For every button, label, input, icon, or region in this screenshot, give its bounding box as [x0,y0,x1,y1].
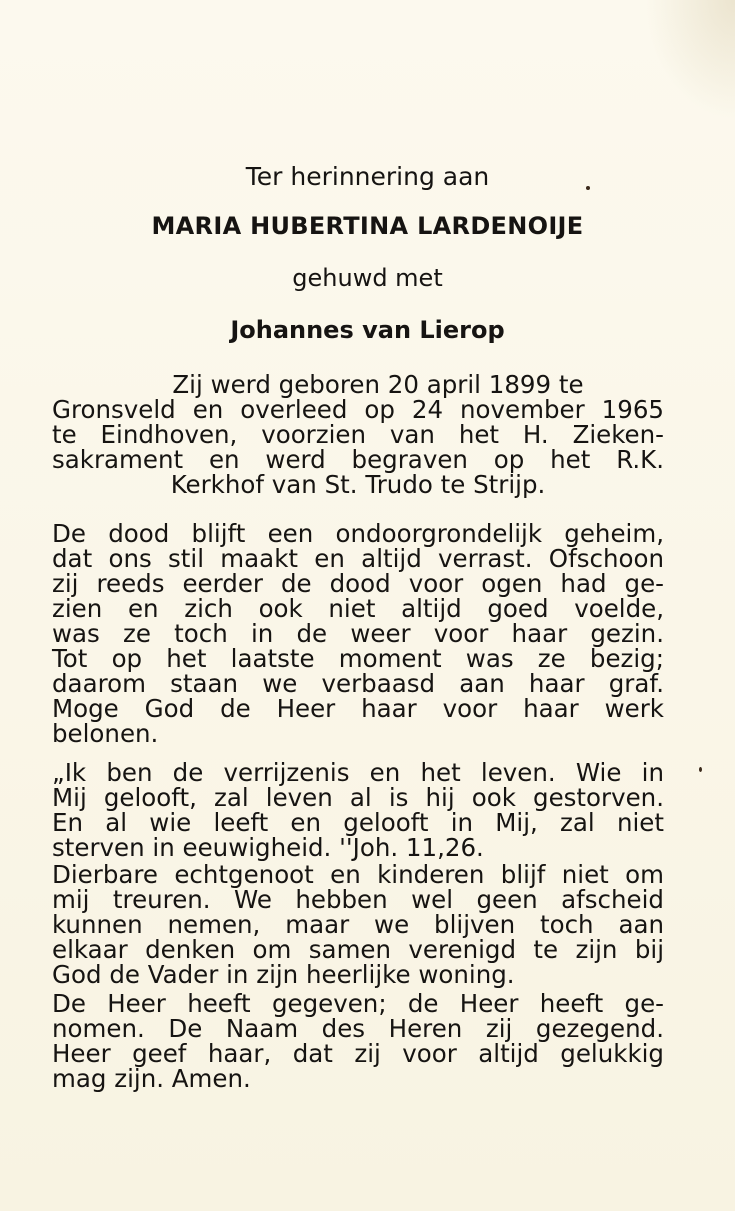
prayer-paragraph [52,991,664,1091]
text-line: Kerkhof van St. Trudo te Strijp. [170,470,546,499]
text-line: te Eindhoven, voorzien van het H. Zieken- [52,420,664,449]
text-line: Zij werd geboren 20 april 1899 te [172,370,584,399]
text-line: sakrament en werd begraven op het R.K. [52,445,664,474]
text-line: De dood blijft een ondoorgrondelijk geheim, [52,519,664,548]
text-line: Heer geef haar, dat zij voor altijd gelukkig [52,1039,664,1068]
text-line: was ze toch in de weer voor haar gezin. [52,619,664,648]
text-line: elkaar denken om samen verenigd te zijn bij [52,935,664,964]
text-line: mij treuren. We hebben wel geen afscheid [52,885,664,914]
spouse-name: Johannes van Lierop [230,316,505,344]
text-line: Tot op het laatste moment was ze bezig; [52,644,664,673]
text-line: „Ik ben de verrijzenis en het leven. Wie in [52,758,664,787]
text-line: mag zijn. Amen. [52,1064,251,1093]
text-line: daarom staan we verbaasd aan haar graf. [52,669,664,698]
ink-speck [699,767,702,772]
married-text: gehuwd met [292,264,443,292]
paper-corner-shading [645,0,735,120]
text-line: De Heer heeft gegeven; de Heer heeft ge- [52,989,664,1018]
text-line: God de Vader in zijn heerlijke woning. [52,960,515,989]
text-line: Mij gelooft, zal leven al is hij ook gestorven. [52,783,664,812]
scripture-quote [52,760,664,860]
reflection-paragraph [52,521,664,746]
text-line: En al wie leeft en gelooft in Mij, zal niet [52,808,664,837]
text-line: Gronsveld en overleed op 24 november 1965 [52,395,664,424]
text-line: zien en zich ook niet altijd goed voelde, [52,594,664,623]
text-line: zij reeds eerder de dood voor ogen had ge- [52,569,664,598]
text-line: belonen. [52,719,159,748]
farewell-paragraph [52,862,664,987]
intro-text: Ter herinnering aan [245,162,490,191]
text-line: nomen. De Naam des Heren zij gezegend. [52,1014,664,1043]
biography-paragraph [52,372,664,497]
text-line: sterven in eeuwigheid. ''Joh. 11,26. [52,833,484,862]
text-line: Dierbare echtgenoot en kinderen blijf niet om [52,860,664,889]
deceased-name: MARIA HUBERTINA LARDENOIJE [151,212,584,240]
text-line: dat ons stil maakt en altijd verrast. Ofschoon [52,544,664,573]
text-line: Moge God de Heer haar voor haar werk [52,694,664,723]
text-line: kunnen nemen, maar we blijven toch aan [52,910,664,939]
